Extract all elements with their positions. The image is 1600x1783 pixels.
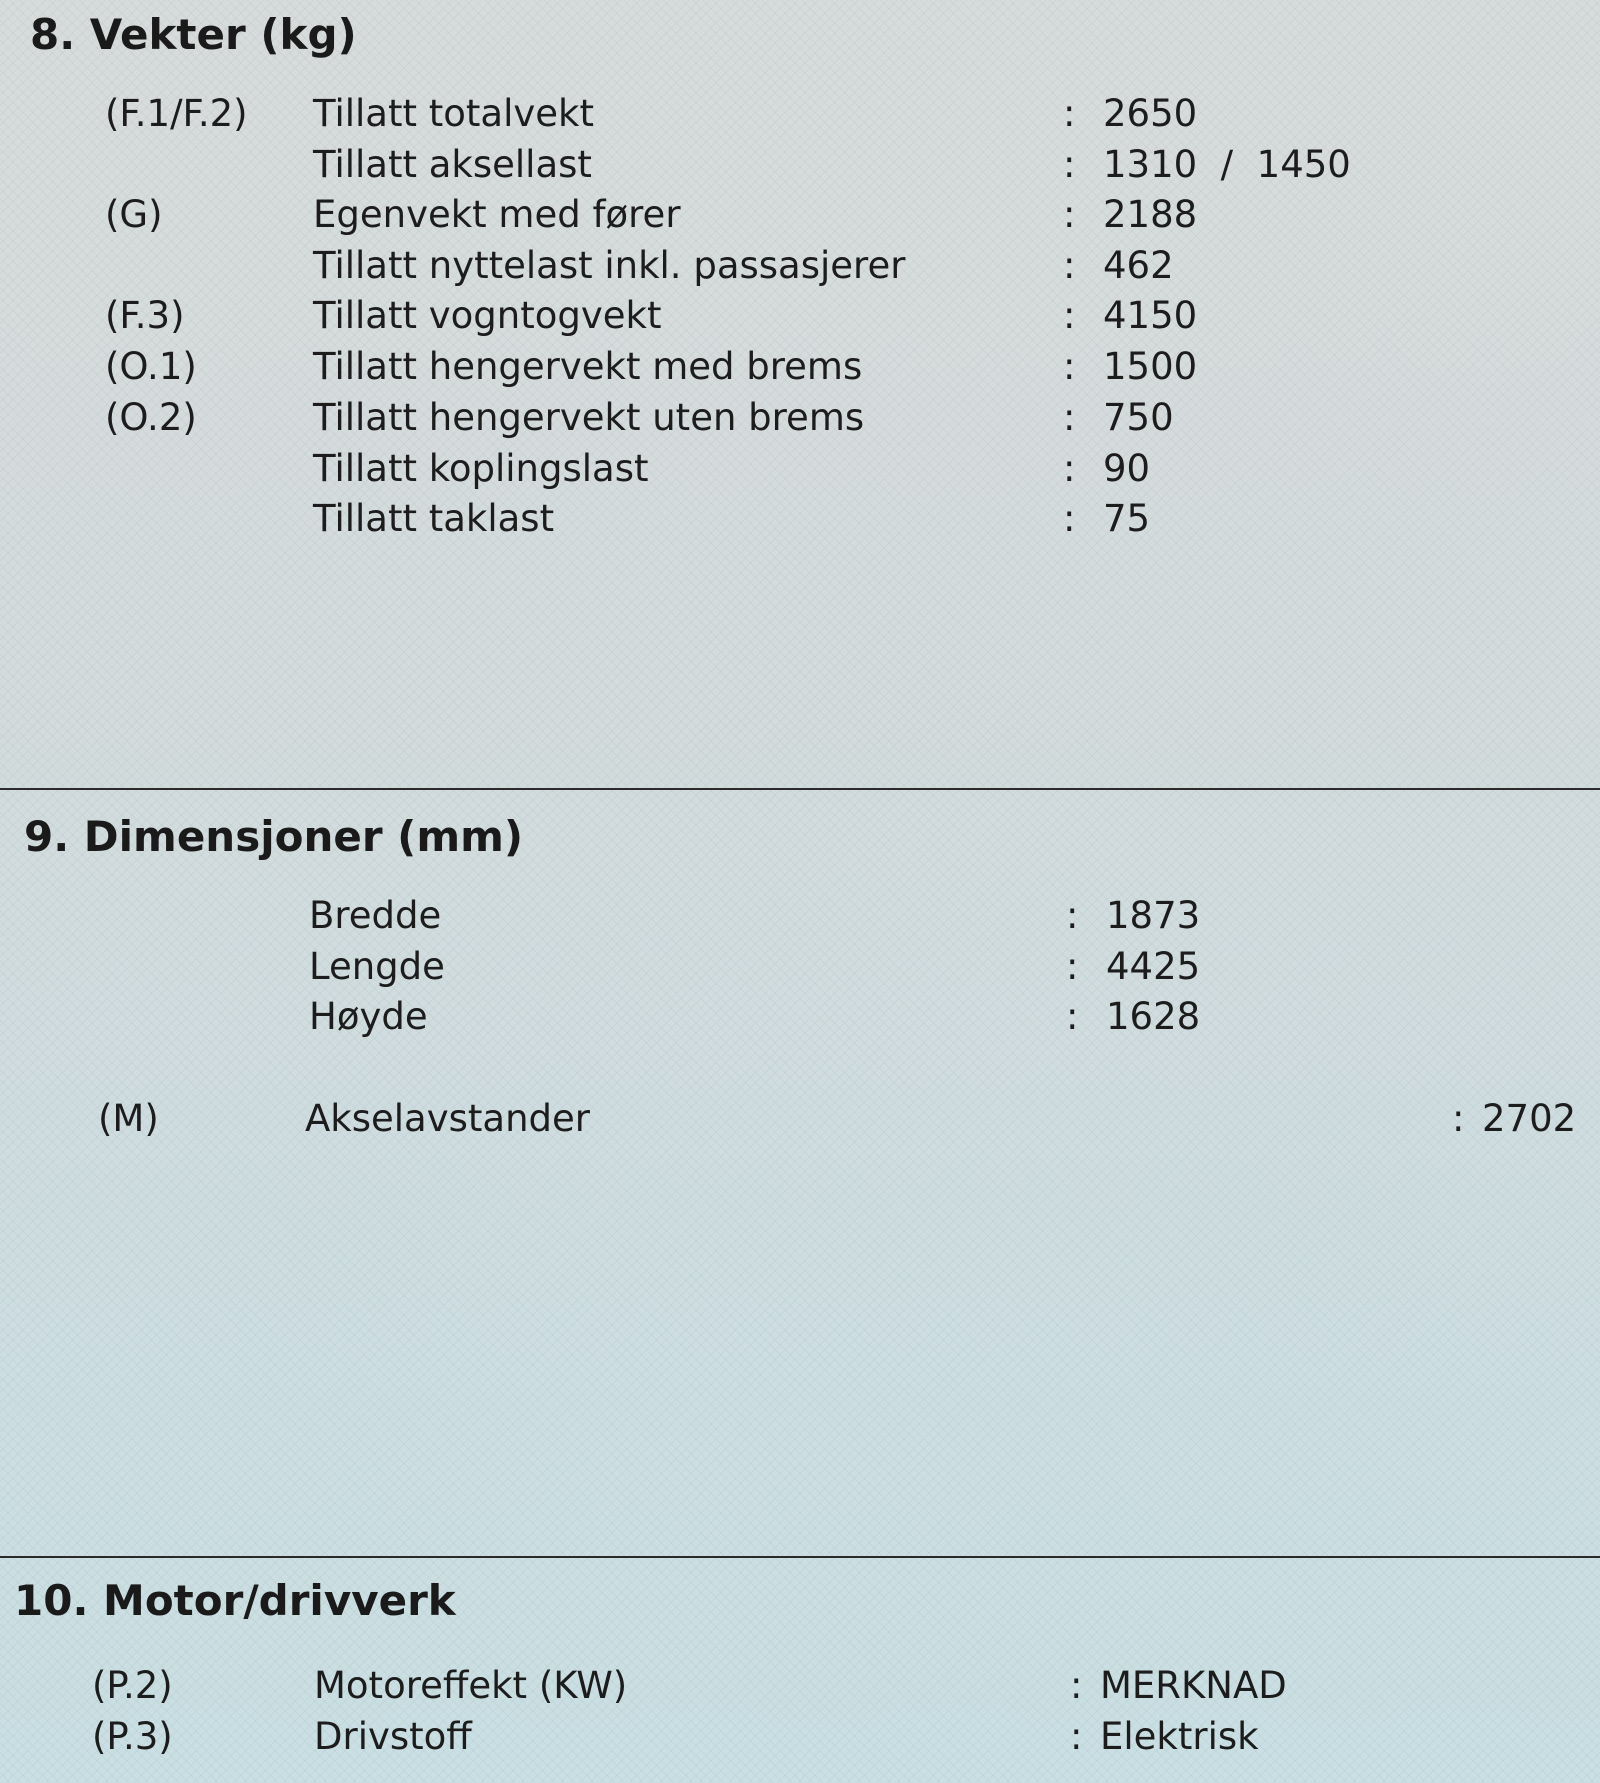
row-label: Tillatt vogntogvekt bbox=[313, 294, 662, 337]
row-value: 2702 bbox=[1482, 1097, 1577, 1140]
row-code: (P.2) bbox=[92, 1664, 173, 1707]
row-label: Tillatt koplingslast bbox=[313, 447, 649, 490]
table-row-wheelbase bbox=[0, 1097, 1600, 1147]
table-row bbox=[0, 894, 1600, 944]
section-engine bbox=[0, 1558, 1600, 1783]
row-code: (O.1) bbox=[105, 345, 197, 388]
row-colon: : bbox=[1063, 497, 1076, 540]
row-colon: : bbox=[1063, 244, 1076, 287]
section-heading: 8. Vekter (kg) bbox=[30, 10, 357, 59]
section-weights bbox=[0, 0, 1600, 790]
row-label: Tillatt nyttelast inkl. passasjerer bbox=[313, 244, 906, 287]
row-label: Tillatt hengervekt uten brems bbox=[313, 396, 865, 439]
row-code: (P.3) bbox=[92, 1715, 173, 1758]
row-value: 75 bbox=[1103, 497, 1151, 540]
row-colon: : bbox=[1452, 1097, 1465, 1140]
table-row bbox=[0, 193, 1600, 243]
row-colon: : bbox=[1063, 143, 1076, 186]
row-code: (F.1/F.2) bbox=[105, 92, 248, 135]
row-colon: : bbox=[1066, 995, 1079, 1038]
table-row bbox=[0, 92, 1600, 142]
row-colon: : bbox=[1063, 447, 1076, 490]
row-label: Drivstoff bbox=[314, 1715, 472, 1758]
row-code: (O.2) bbox=[105, 396, 197, 439]
row-value: 462 bbox=[1103, 244, 1174, 287]
row-value: 750 bbox=[1103, 396, 1174, 439]
table-row bbox=[0, 143, 1600, 193]
row-value: 4425 bbox=[1106, 945, 1201, 988]
row-colon: : bbox=[1063, 345, 1076, 388]
row-colon: : bbox=[1063, 193, 1076, 236]
row-label: Bredde bbox=[309, 894, 442, 937]
row-colon: : bbox=[1070, 1664, 1083, 1707]
row-colon: : bbox=[1063, 396, 1076, 439]
row-value: 90 bbox=[1103, 447, 1151, 490]
row-label: Tillatt hengervekt med brems bbox=[313, 345, 863, 388]
row-code: (G) bbox=[105, 193, 163, 236]
section-dimensions bbox=[0, 790, 1600, 1558]
row-value: 1628 bbox=[1106, 995, 1201, 1038]
row-value: 2650 bbox=[1103, 92, 1198, 135]
table-row bbox=[0, 995, 1600, 1045]
row-value: MERKNAD bbox=[1100, 1664, 1287, 1707]
row-colon: : bbox=[1070, 1715, 1083, 1758]
row-code: (M) bbox=[98, 1097, 159, 1140]
row-value: 1500 bbox=[1103, 345, 1198, 388]
table-row bbox=[0, 447, 1600, 497]
row-label: Lengde bbox=[309, 945, 445, 988]
row-label: Tillatt aksellast bbox=[313, 143, 592, 186]
row-value: 1873 bbox=[1106, 894, 1201, 937]
row-label: Tillatt taklast bbox=[313, 497, 555, 540]
table-row bbox=[0, 294, 1600, 344]
table-row bbox=[0, 1715, 1600, 1765]
row-value: Elektrisk bbox=[1100, 1715, 1259, 1758]
table-row bbox=[0, 497, 1600, 547]
row-label: Tillatt totalvekt bbox=[313, 92, 594, 135]
row-colon: : bbox=[1063, 92, 1076, 135]
table-row bbox=[0, 345, 1600, 395]
row-colon: : bbox=[1063, 294, 1076, 337]
row-value: 2188 bbox=[1103, 193, 1198, 236]
row-label: Høyde bbox=[309, 995, 428, 1038]
table-row bbox=[0, 396, 1600, 446]
table-row bbox=[0, 244, 1600, 294]
row-colon: : bbox=[1066, 894, 1079, 937]
row-value: 1310 / 1450 bbox=[1103, 143, 1351, 186]
section-heading: 10. Motor/drivverk bbox=[14, 1576, 456, 1625]
section-heading: 9. Dimensjoner (mm) bbox=[24, 812, 524, 861]
row-label: Motoreffekt (KW) bbox=[314, 1664, 628, 1707]
row-label: Egenvekt med fører bbox=[313, 193, 681, 236]
row-code: (F.3) bbox=[105, 294, 185, 337]
row-label: Akselavstander bbox=[305, 1097, 590, 1140]
row-value: 4150 bbox=[1103, 294, 1198, 337]
table-row bbox=[0, 1664, 1600, 1714]
row-colon: : bbox=[1066, 945, 1079, 988]
table-row bbox=[0, 945, 1600, 995]
